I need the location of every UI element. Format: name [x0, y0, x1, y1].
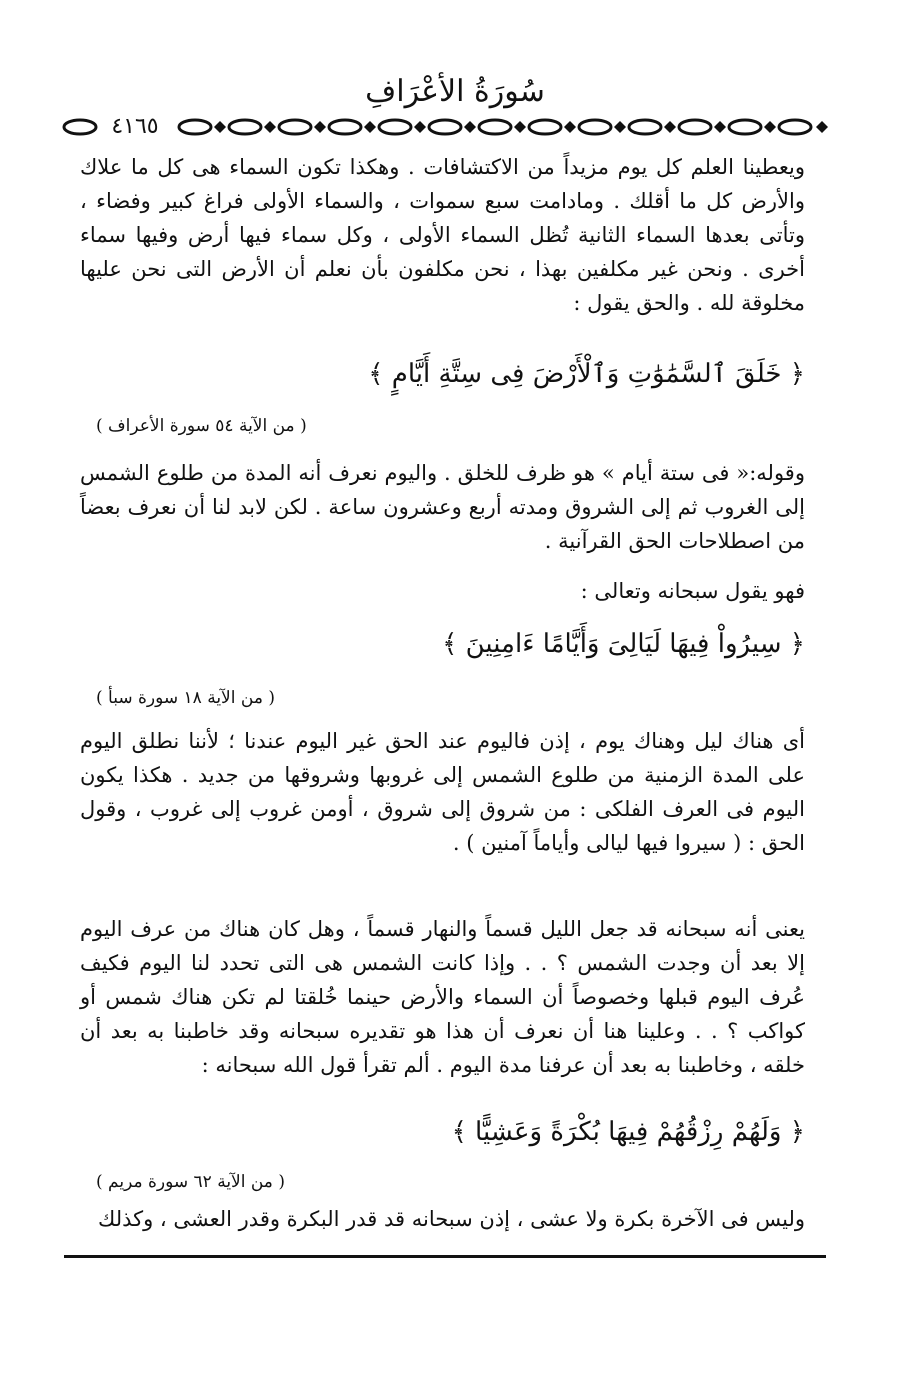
- verse-reference-3: ( من الآية ٦٢ سورة مريم ): [96, 1172, 285, 1192]
- header-ornament-border: [60, 114, 830, 140]
- footer-rule: [64, 1255, 826, 1258]
- quran-verse-3: ﴿ وَلَهُمْ رِزْقُهُمْ فِيهَا بُكْرَةً وَعَشِيًّا ﴾: [451, 1117, 805, 1147]
- paragraph-6: وليس فى الآخرة بكرة ولا عشى ، إذن سبحانه قد قدر البكرة وقدر العشى ، وكذلك: [98, 1207, 805, 1231]
- verse-reference-2: ( من الآية ١٨ سورة سبأ ): [96, 688, 275, 708]
- quran-verse-1: ﴿ خَلَقَ ٱلسَّمَٰوَٰتِ وَٱلْأَرْضَ فِى سِتَّةِ أَيَّامٍ ﴾: [368, 359, 805, 389]
- chain-ornament-icon: [60, 114, 830, 140]
- surah-title: سُورَةُ الأعْرَافِ: [365, 74, 545, 109]
- paragraph-3: فهو يقول سبحانه وتعالى :: [580, 579, 805, 603]
- paragraph-2: وقوله:« فى ستة أيام » هو ظرف للخلق . واليوم نعرف أنه المدة من طلوع الشمس إلى الغروب ثم إلى الشروق ومدته أربع وعشرون ساعة . لكن لابد لنا أن نعرف بعضاً من اصطلاحات الحق القرآنية .: [80, 461, 805, 553]
- verse-reference-1: ( من الآية ٥٤ سورة الأعراف ): [96, 416, 307, 436]
- quran-verse-2: ﴿ سِيرُواْ فِيهَا لَيَالِىَ وَأَيَّامًا ءَامِنِينَ ﴾: [442, 629, 805, 659]
- paragraph-5: يعنى أنه سبحانه قد جعل الليل قسماً والنهار قسماً ، وهل كان هناك من عرف اليوم إلا بعد أن وجدت الشمس ؟ . . وإذا كانت الشمس هى التى تحدد لنا اليوم فكيف عُرف اليوم قبلها وخصوصاً أن السماء والأرض حينما خُلقتا لم تكن هناك شمس أو كواكب ؟ . . وعلينا هنا أن نعرف أن هذا هو تقديره سبحانه وقد خاطبنا به بعد أن خلقه ، وخاطبنا به بعد أن عرفنا مدة اليوم . ألم تقرأ قول الله سبحانه :: [80, 917, 805, 1077]
- paragraph-4: أى هناك ليل وهناك يوم ، إذن فاليوم عند الحق غير اليوم عندنا ؛ لأننا نطلق اليوم على المدة الزمنية من طلوع الشمس إلى غروبها وشروقها من جديد . هكذا يكون اليوم فى العرف الفلكى : من شروق إلى شروق ، أومن غروب إلى غروب ، وقول الحق : ( سيروا فيها ليالى وأياماً آمنين ) .: [80, 729, 805, 855]
- paragraph-1: ويعطينا العلم كل يوم مزيداً من الاكتشافات . وهكذا تكون السماء هى كل ما علاك والأرض كل ما أقلك . ومادامت سبع سموات ، والسماء الأولى فراغ كبير وفضاء ، وتأتى بعدها السماء الثانية تُظل السماء الأولى ، وكل سماء فيها أرض وفيها سماء أخرى . ونحن غير مكلفين بهذا ، نحن مكلفون بأن نعلم أن الأرض التى نحن عليها مخلوقة لله . والحق يقول :: [80, 155, 805, 315]
- page-number: ٤١٦٥: [100, 114, 170, 140]
